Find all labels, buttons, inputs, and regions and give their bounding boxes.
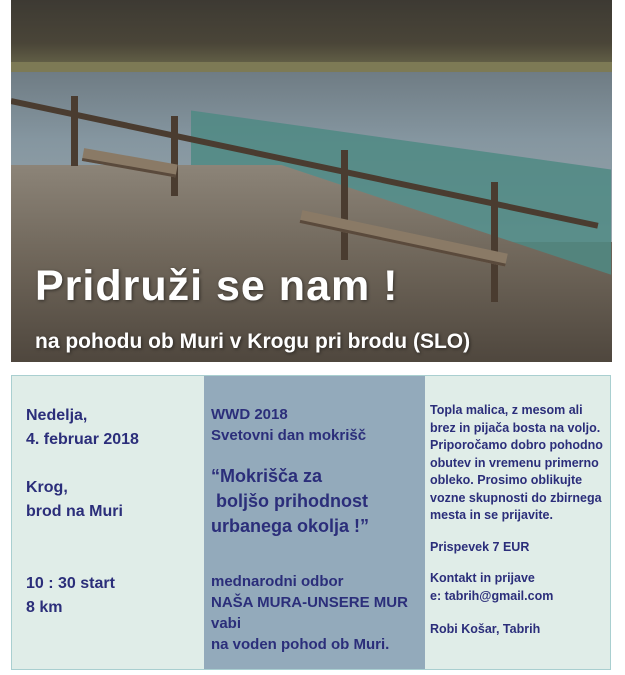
day: Nedelja, [26,407,88,424]
date: 4. februar 2018 [26,431,139,448]
contact-email[interactable]: e: tabrih@gmail.com [430,588,554,603]
railing-post [171,116,178,196]
organizer-line: na voden pohod ob Muri. [211,636,390,653]
event-name: Svetovni dan mokrišč [211,427,367,444]
details-column [425,376,610,669]
subheadline: na pohodu ob Muri v Krogu pri brodu (SLO) [35,330,471,353]
treeline [11,0,612,72]
date-place-column [12,376,204,669]
info-text: Topla malica, z mesom ali brez in pijača bosta na voljo. Priporočamo dobro pohodno obutev in vremenu primerno obleko. Prosimo oblikujte vozne skupnosti do zbirnega mesta in se prijavite. [430,403,603,522]
fee: Prispevek 7 EUR [430,539,530,554]
event-column [204,376,425,669]
ferry-dock-photo [11,0,612,362]
railing-post [71,96,78,166]
quote-line: urbanega okolja !” [211,516,370,536]
organizer-name: NAŠA MURA-UNSERE MUR [211,594,408,611]
quote-line: “Mokrišča za [211,466,323,486]
headline: Pridruži se nam ! [35,262,399,310]
contact-label: Kontakt in prijave [430,571,535,585]
organizer-line: vabi [211,615,242,632]
event: WWD 2018 [211,406,288,423]
signature: Robi Košar, Tabrih [430,622,541,636]
place: Krog, [26,479,68,496]
start-time: 10 : 30 start [26,575,115,592]
distance: 8 km [26,599,63,616]
event-info-box [11,375,611,670]
place-detail: brod na Muri [26,503,123,520]
quote-line: boljšo prihodnost [211,491,368,511]
railing-post [341,150,348,260]
organizer-line: mednarodni odbor [211,573,344,590]
railing-post [491,182,498,302]
